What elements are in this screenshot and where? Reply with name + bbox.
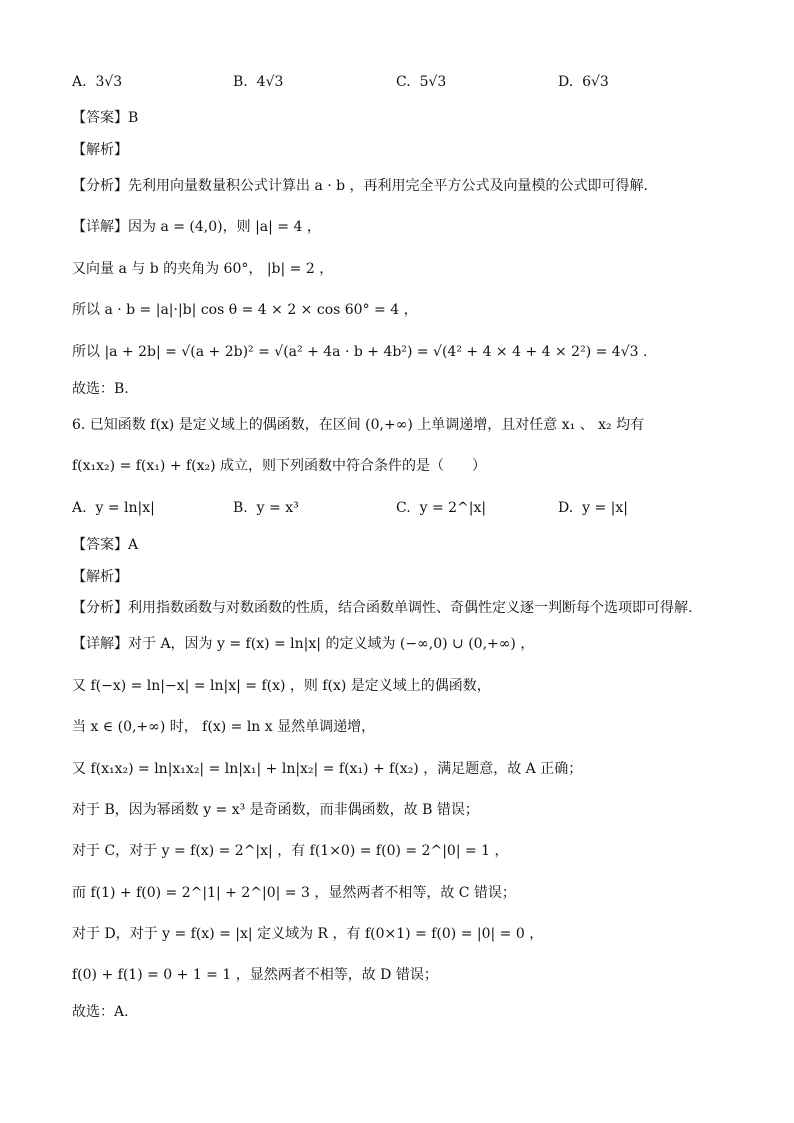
- q6-fenxi: 【分析】利用指数函数与对数函数的性质，结合函数单调性、奇偶性定义逐一判断每个选项即可得解.: [72, 600, 693, 616]
- option-label: A.: [72, 500, 87, 516]
- q5-option-d: [558, 71, 609, 93]
- option-label: B.: [233, 74, 248, 90]
- option-value: 5√3: [419, 74, 447, 90]
- q6-detail-9: f(0) + f(1) = 0 + 1 = 1 ，显然两者不相等，故 D 错误；: [72, 967, 438, 983]
- option-label: C.: [396, 74, 411, 90]
- q5-option-a: [72, 71, 122, 93]
- q6-detail-7: 而 f(1) + f(0) = 2^|1| + 2^|0| = 3 ，显然两者不相等，故 C 错误；: [72, 885, 516, 901]
- q6-stem-2: f(x₁x₂) = f(x₁) + f(x₂) 成立，则下列函数中符合条件的是（ ）: [72, 458, 487, 474]
- q6-option-c: [396, 497, 486, 519]
- q6-detail-1: 【详解】对于 A，因为 y = f(x) = ln|x| 的定义域为 (−∞,0) ∪ (0,+∞) ，: [72, 636, 535, 652]
- q6-stem-1: 6. 已知函数 f(x) 是定义域上的偶函数，在区间 (0,+∞) 上单调递增，且对任意 x₁ 、 x₂ 均有: [72, 417, 645, 433]
- option-value: 3√3: [95, 74, 123, 90]
- q5-option-c: [396, 71, 446, 93]
- q6-detail-4: 又 f(x₁x₂) = ln|x₁x₂| = ln|x₁| + ln|x₂| = f(x₁) + f(x₂) ，满足题意，故 A 正确；: [72, 761, 583, 777]
- q5-detail-2: 又向量 a 与 b 的夹角为 60°， |b| = 2 ，: [72, 261, 334, 277]
- option-label: D.: [558, 74, 574, 90]
- q6-detail-8: 对于 D，对于 y = f(x) = |x| 定义域为 R ，有 f(0×1) = f(0) = |0| = 0 ，: [72, 926, 544, 942]
- q6-detail-3: 当 x ∈ (0,+∞) 时， f(x) = ln x 显然单调递增，: [72, 719, 376, 735]
- q5-detail-4: 所以 |a + 2b| = √(a + 2b)² = √(a² + 4a · b + 4b²) = √(4² + 4 × 4 + 4 × 2²) = 4√3 .: [72, 344, 648, 360]
- option-label: A.: [72, 74, 87, 90]
- option-value: 6√3: [582, 74, 609, 90]
- option-value: y = |x|: [582, 500, 628, 516]
- q5-detail-3: 所以 a · b = |a|·|b| cos θ = 4 × 2 × cos 60° = 4 ，: [72, 302, 418, 318]
- q6-analysis-heading: 【解析】: [72, 569, 128, 585]
- option-value: y = ln|x|: [95, 500, 155, 516]
- option-label: C.: [396, 500, 411, 516]
- q6-answer: 【答案】A: [72, 537, 139, 553]
- q5-detail-1: 【详解】因为 a = (4,0)，则 |a| = 4 ，: [72, 219, 321, 235]
- q5-fenxi: 【分析】先利用向量数量积公式计算出 a · b ，再利用完全平方公式及向量模的公式即可得解.: [72, 178, 649, 194]
- q6-detail-2: 又 f(−x) = ln|−x| = ln|x| = f(x) ，则 f(x) 是定义域上的偶函数，: [72, 678, 491, 694]
- q5-analysis-heading: 【解析】: [72, 142, 128, 158]
- option-value: y = 2^|x|: [419, 500, 487, 516]
- q5-choose: 故选：B.: [72, 381, 129, 397]
- q5-option-b: [233, 71, 283, 93]
- option-label: D.: [558, 500, 574, 516]
- q5-answer: 【答案】B: [72, 110, 139, 126]
- q6-detail-5: 对于 B，因为幂函数 y = x³ 是奇函数，而非偶函数，故 B 错误；: [72, 802, 479, 818]
- q6-option-a: [72, 497, 155, 519]
- q6-option-b: [233, 497, 299, 519]
- option-value: y = x³: [256, 500, 299, 516]
- q6-option-d: [558, 497, 628, 519]
- q6-choose: 故选：A.: [72, 1004, 129, 1020]
- q6-detail-6: 对于 C，对于 y = f(x) = 2^|x| ，有 f(1×0) = f(0) = 2^|0| = 1 ，: [72, 843, 509, 859]
- option-label: B.: [233, 500, 248, 516]
- option-value: 4√3: [256, 74, 284, 90]
